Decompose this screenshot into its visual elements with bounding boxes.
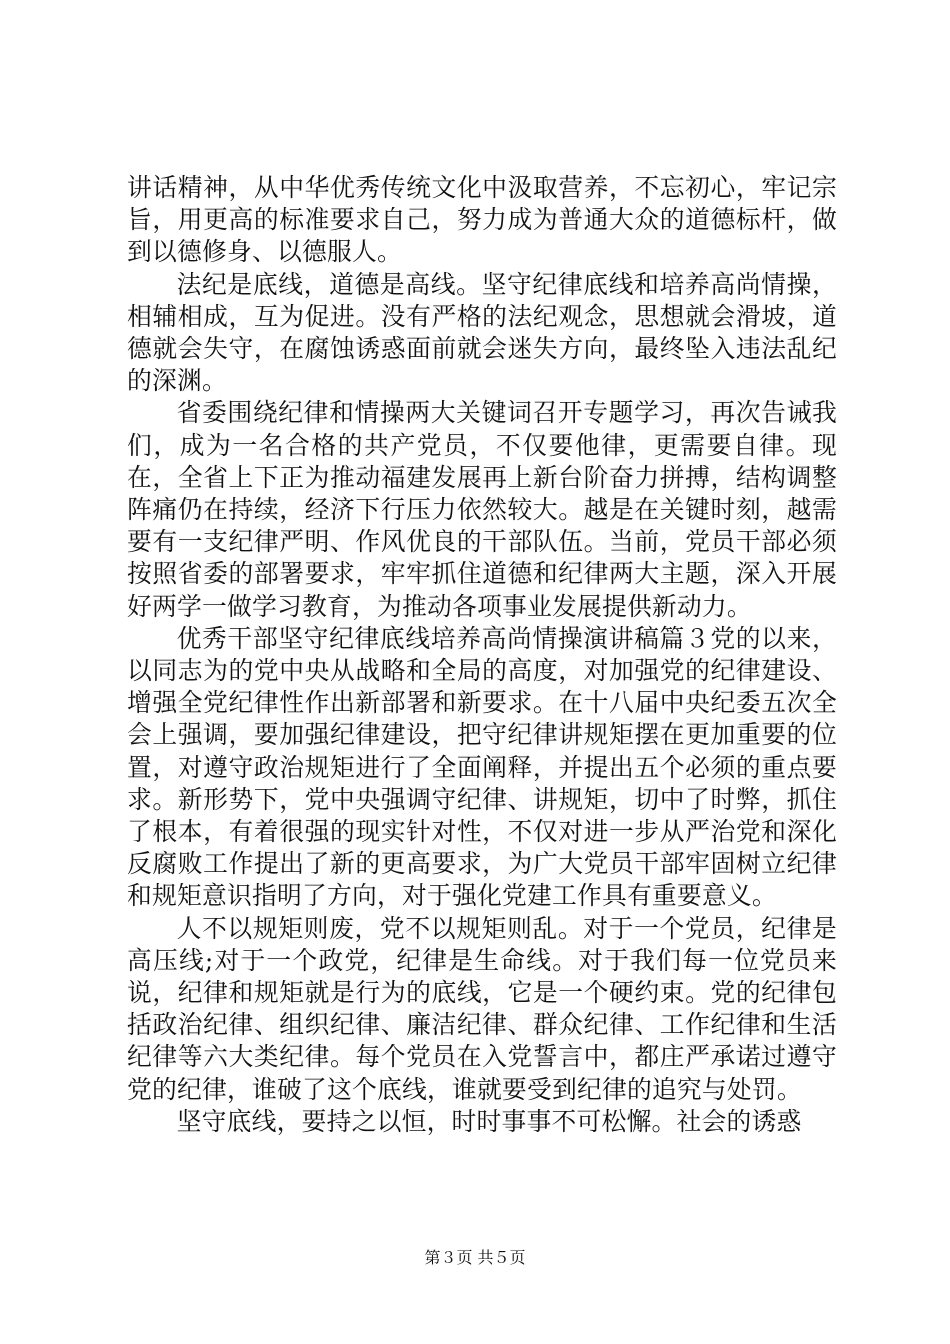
document-body — [127, 172, 837, 1138]
paragraph-continuation: 讲话精神，从中华优秀传统文化中汲取营养，不忘初心，牢记宗旨，用更高的标准要求自己，努力成为普通大众的道德标杆，做到以德修身、以德服人。 — [127, 173, 837, 267]
paragraph: 优秀干部坚守纪律底线培养高尚情操演讲稿篇３党的以来，以同志为的党中央从战略和全局的高度，对加强党的纪律建设、增强全党纪律性作出新部署和新要求。在十八届中央纪委五次全会上强调，要加强纪律建设，把守纪律讲规矩摆在更加重要的位置，对遵守政治规矩进行了全面阐释，并提出五个必须的重点要求。新形势下，党中央强调守纪律、讲规矩，切中了时弊，抓住了根本，有着很强的现实针对性，不仅对进一步从严治党和深化反腐败工作提出了新的更高要求，为广大党员干部牢固树立纪律和规矩意识指明了方向，对于强化党建工作具有重要意义。 — [127, 623, 837, 911]
paragraph: 人不以规矩则废，党不以规矩则乱。对于一个党员，纪律是高压线;对于一个政党，纪律是生命线。对于我们每一位党员来说，纪律和规矩就是行为的底线，它是一个硬约束。党的纪律包括政治纪律、组织纪律、廉洁纪律、群众纪律、工作纪律和生活纪律等六大类纪律。每个党员在入党誓言中，都庄严承诺过遵守党的纪律，谁破了这个底线，谁就要受到纪律的追究与处罚。 — [127, 913, 837, 1104]
paragraph: 省委围绕纪律和情操两大关键词召开专题学习，再次告诫我们，成为一名合格的共产党员，不仅要他律，更需要自律。现在，全省上下正为推动福建发展再上新台阶奋力拼搏，结构调整阵痛仍在持续，经济下行压力依然较大。越是在关键时刻，越需要有一支纪律严明、作风优良的干部队伍。当前，党员干部必须按照省委的部署要求，牢牢抓住道德和纪律两大主题，深入开展好两学一做学习教育，为推动各项事业发展提供新动力。 — [127, 398, 837, 621]
page-number: 第３页 共５页 — [424, 1248, 526, 1267]
paragraph: 法纪是底线，道德是高线。坚守纪律底线和培养高尚情操，相辅相成，互为促进。没有严格的法纪观念，思想就会滑坡，道德就会失守，在腐蚀诱惑面前就会迷失方向，最终坠入违法乱纪的深渊。 — [127, 269, 837, 396]
page-footer — [0, 1245, 950, 1268]
paragraph: 坚守底线，要持之以恒，时时事事不可松懈。社会的诱惑 — [176, 1106, 802, 1136]
